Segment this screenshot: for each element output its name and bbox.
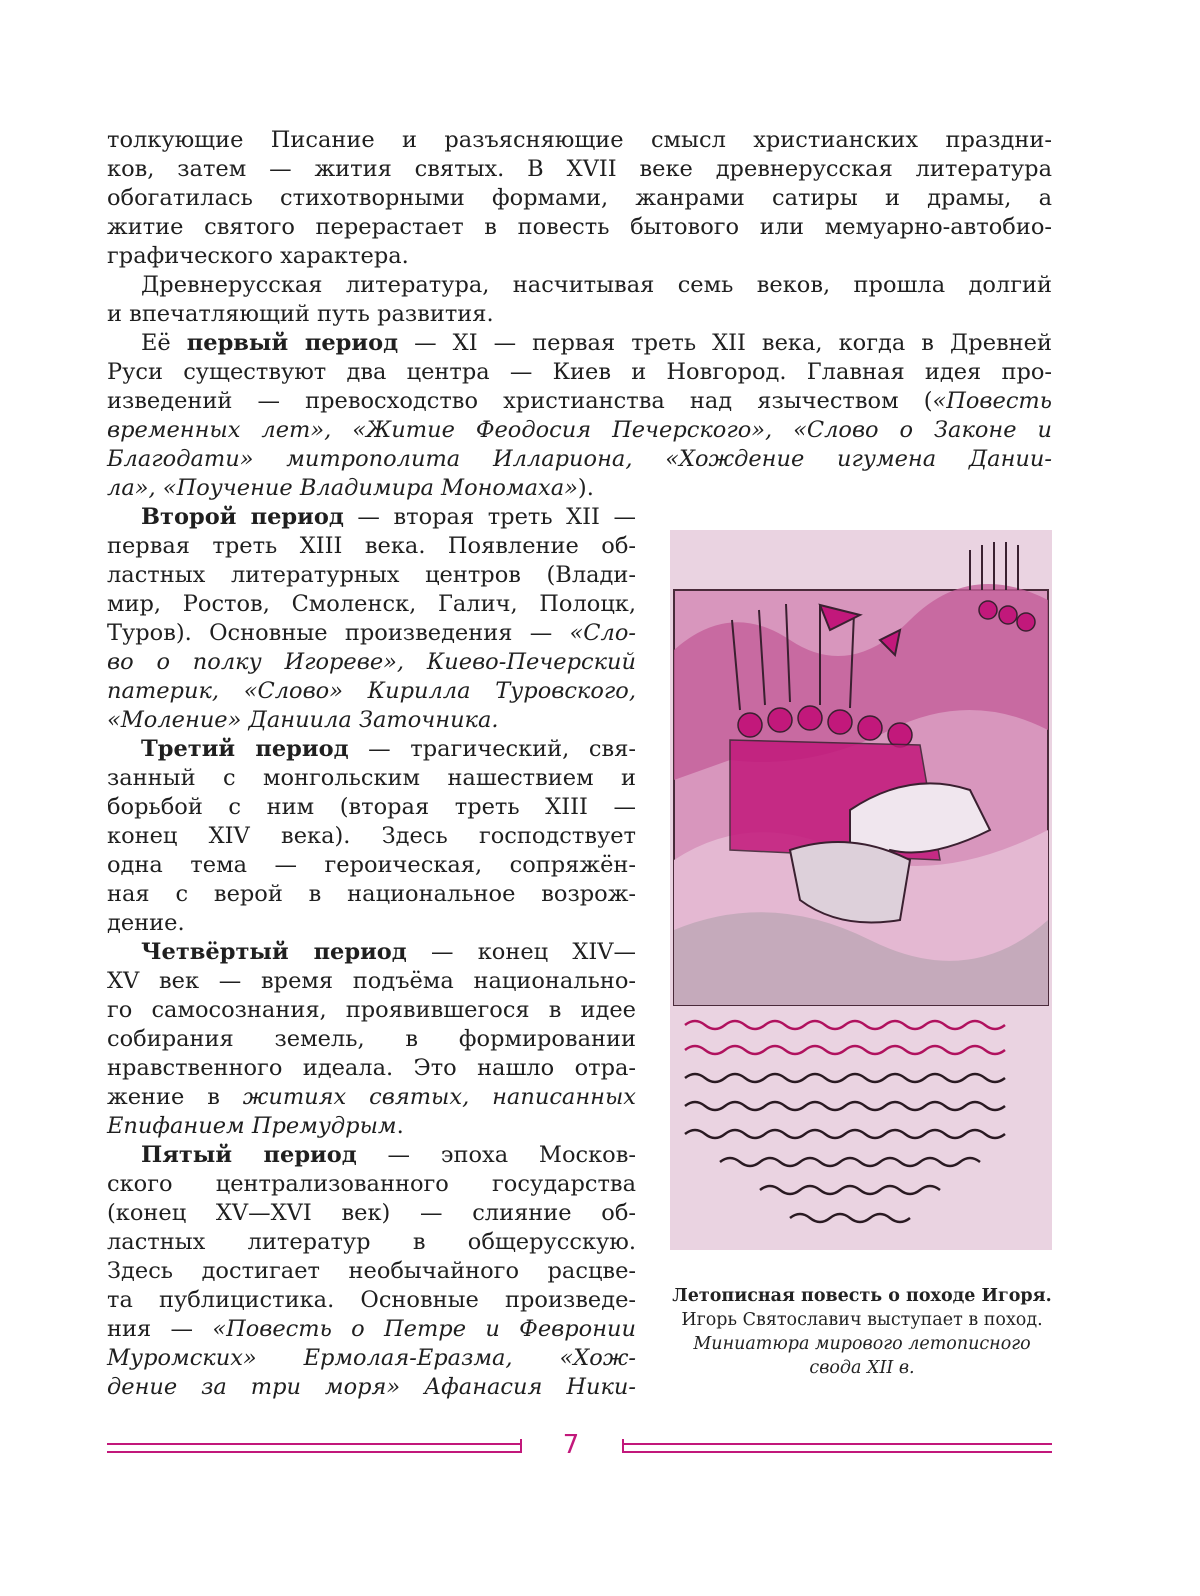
italic-title: во о полку Игореве», Киево-Печерский xyxy=(107,649,636,675)
text-run: собирания земель, в формировании xyxy=(107,1026,636,1052)
text-line xyxy=(107,474,1052,503)
text-run: жение в xyxy=(107,1084,243,1110)
italic-title: дение за три моря» Афанасия Ники- xyxy=(107,1374,636,1400)
italic-title: «Повесть xyxy=(932,388,1052,414)
text-run: ков, затем — жития святых. В XVII веке древнерусская литература xyxy=(107,156,1052,182)
text-line xyxy=(107,793,636,822)
text-run: (конец XV—XVI век) — слияние об- xyxy=(107,1200,636,1226)
text-line xyxy=(107,822,636,851)
italic-title: Благодати» митрополита Иллариона, «Хождение игумена Дании- xyxy=(107,446,1052,472)
text-line xyxy=(107,1112,636,1141)
text-line xyxy=(107,1054,636,1083)
text-line xyxy=(107,1286,636,1315)
miniature-image xyxy=(670,530,1052,1250)
text-line xyxy=(107,967,636,996)
text-line xyxy=(107,387,1052,416)
footer-rule-left-end xyxy=(520,1439,522,1453)
text-line xyxy=(107,938,636,967)
text-line xyxy=(107,648,636,677)
text-run: нравственного идеала. Это нашло отра- xyxy=(107,1055,636,1081)
text-line xyxy=(107,619,636,648)
bold-term: Второй период xyxy=(141,504,344,530)
text-line xyxy=(107,561,636,590)
text-line xyxy=(107,1344,636,1373)
text-run: — эпоха Москов- xyxy=(356,1142,636,1168)
bold-term: Четвёртый период xyxy=(141,939,407,965)
text-run: борьбой с ним (вторая треть XIII — xyxy=(107,794,636,820)
text-line xyxy=(107,445,1052,474)
text-line xyxy=(107,242,1052,271)
text-run: XV век — время подъёма национально- xyxy=(107,968,636,994)
text-run: толкующие Писание и разъясняющие смысл христианских праздни- xyxy=(107,127,1052,153)
text-line xyxy=(107,213,1052,242)
italic-title: «Сло- xyxy=(569,620,636,646)
page-number: 7 xyxy=(562,1430,580,1460)
text-run: ная с верой в национальное возрож- xyxy=(107,881,636,907)
caption-title: Летописная повесть о походе Игоря. xyxy=(672,1286,1052,1306)
italic-title: «Моление» Даниила Заточника. xyxy=(107,707,499,733)
text-run: — XI — первая треть XII века, когда в Древней xyxy=(398,330,1052,356)
text-line xyxy=(107,358,1052,387)
bold-term: первый период xyxy=(186,330,399,356)
text-run: занный с монгольским нашествием и xyxy=(107,765,636,791)
bold-term: Пятый период xyxy=(141,1142,357,1168)
text-line xyxy=(107,1228,636,1257)
italic-title: ла», «Поучение Владимира Мономаха» xyxy=(107,475,578,501)
text-run: ского централизованного государства xyxy=(107,1171,636,1197)
text-line xyxy=(107,126,1052,155)
text-run: дение. xyxy=(107,910,185,936)
text-run: — конец XIV— xyxy=(406,939,636,965)
text-run: мир, Ростов, Смоленск, Галич, Полоцк, xyxy=(107,591,636,617)
text-run: . xyxy=(396,1113,404,1139)
text-run: изведений — превосходство христианства над язычеством ( xyxy=(107,388,933,414)
text-line xyxy=(107,677,636,706)
text-line xyxy=(107,1199,636,1228)
text-line xyxy=(107,851,636,880)
text-line xyxy=(107,1025,636,1054)
text-line xyxy=(107,735,636,764)
italic-title: «Повесть о Петре и Февронии xyxy=(212,1316,636,1342)
text-run: ния — xyxy=(107,1316,213,1342)
italic-title: Муромских» Ермолая-Еразма, «Хож- xyxy=(107,1345,636,1371)
text-run: одна тема — героическая, сопряжён- xyxy=(107,852,636,878)
text-line xyxy=(107,1257,636,1286)
text-run: — вторая треть XII — xyxy=(343,504,637,530)
text-run: Её xyxy=(141,330,187,356)
text-run: ластных литератур в общерусскую. xyxy=(107,1229,636,1255)
text-line xyxy=(107,329,1052,358)
text-run: графического характера. xyxy=(107,243,409,269)
italic-title: патерик, «Слово» Кирилла Туровского, xyxy=(107,678,636,704)
text-line xyxy=(107,764,636,793)
text-line xyxy=(107,706,636,735)
italic-title: житиях святых, написанных xyxy=(242,1084,636,1110)
text-line xyxy=(107,1315,636,1344)
italic-title: Епифанием Премудрым xyxy=(107,1113,397,1139)
chronicle-miniature xyxy=(670,530,1052,1250)
text-line xyxy=(107,590,636,619)
text-line xyxy=(107,184,1052,213)
text-run: первая треть XIII века. Появление об- xyxy=(107,533,636,559)
text-run: Туров). Основные произведения — xyxy=(107,620,570,646)
text-line xyxy=(107,300,1052,329)
text-line xyxy=(107,909,636,938)
text-line xyxy=(107,271,1052,300)
text-run: обогатилась стихотворными формами, жанрами сатиры и драмы, а xyxy=(107,185,1052,211)
bold-term: Третий период xyxy=(141,736,349,762)
text-line xyxy=(107,1170,636,1199)
footer-rule-right xyxy=(622,1443,1052,1453)
text-line xyxy=(107,503,636,532)
text-line xyxy=(107,880,636,909)
text-line xyxy=(107,155,1052,184)
text-line xyxy=(107,1373,636,1402)
text-line xyxy=(107,416,1052,445)
text-run: ластных литературных центров (Влади- xyxy=(107,562,636,588)
text-run: Здесь достигает необычайного расцве- xyxy=(107,1258,636,1284)
text-line xyxy=(107,532,636,561)
text-run: конец XIV века). Здесь господствует xyxy=(107,823,636,849)
caption-source: Миниатюра мирового летописного свода XII в. xyxy=(693,1334,1031,1378)
text-run: го самосознания, проявившегося в идее xyxy=(107,997,636,1023)
text-line xyxy=(107,1141,636,1170)
text-run: Древнерусская литература, насчитывая семь веков, прошла долгий xyxy=(141,272,1052,298)
italic-title: временных лет», «Житие Феодосия Печерского», «Слово о Законе и xyxy=(107,417,1052,443)
figure-caption xyxy=(672,1284,1052,1380)
text-run: — трагический, свя- xyxy=(348,736,636,762)
text-line xyxy=(107,996,636,1025)
caption-text: Игорь Святославич выступает в поход. xyxy=(681,1310,1043,1330)
text-line xyxy=(107,1083,636,1112)
text-run: и впечатляющий путь развития. xyxy=(107,301,494,327)
text-run: житие святого перерастает в повесть бытового или мемуарно-автобио- xyxy=(107,214,1052,240)
text-run: Руси существуют два центра — Киев и Новгород. Главная идея про- xyxy=(107,359,1052,385)
text-run: та публицистика. Основные произведе- xyxy=(107,1287,636,1313)
footer-rule-left xyxy=(107,1443,522,1453)
text-run: ). xyxy=(577,475,594,501)
